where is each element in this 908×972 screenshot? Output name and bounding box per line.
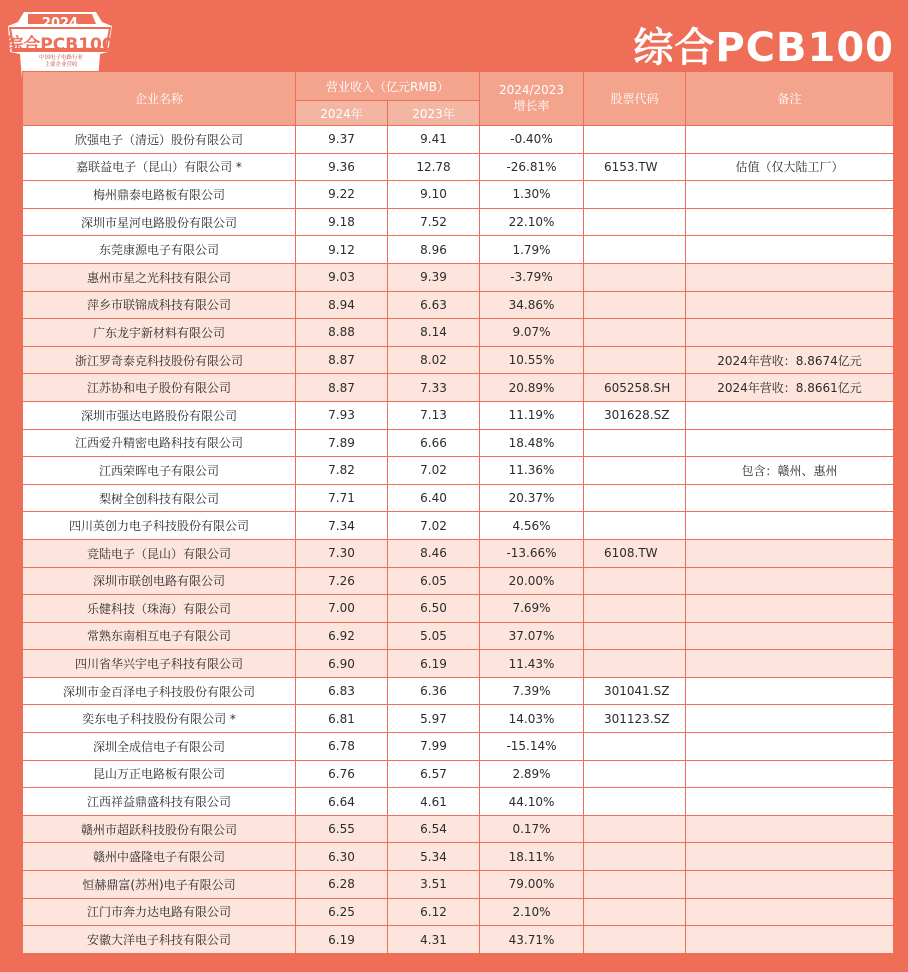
company-cell: 安徽大洋电子科技有限公司 [23, 926, 296, 954]
table-row [23, 650, 894, 678]
note-cell [686, 733, 894, 761]
revenue-2024-cell: 9.36 [296, 153, 388, 181]
table-row [23, 760, 894, 788]
company-cell: 江西荣晖电子有限公司 [23, 457, 296, 485]
company-cell: 赣州市超跃科技股份有限公司 [23, 815, 296, 843]
revenue-2023-cell: 6.12 [388, 898, 480, 926]
table-row [23, 567, 894, 595]
table-row [23, 843, 894, 871]
revenue-2023-cell: 8.14 [388, 319, 480, 347]
growth-cell: 10.55% [480, 346, 584, 374]
table-row [23, 733, 894, 761]
revenue-2024-cell: 7.26 [296, 567, 388, 595]
growth-cell: 44.10% [480, 788, 584, 816]
table-row [23, 346, 894, 374]
revenue-2023-cell: 5.05 [388, 622, 480, 650]
revenue-2024-cell: 9.18 [296, 208, 388, 236]
growth-cell: 2.10% [480, 898, 584, 926]
table-row [23, 208, 894, 236]
table-row [23, 153, 894, 181]
stock-code-cell: 6153.TW [584, 153, 686, 181]
stock-code-cell [584, 760, 686, 788]
badge-subtitle [26, 55, 96, 69]
growth-cell: 14.03% [480, 705, 584, 733]
stock-code-cell [584, 484, 686, 512]
revenue-2024-cell: 9.03 [296, 263, 388, 291]
stock-code-cell [584, 236, 686, 264]
growth-cell: 37.07% [480, 622, 584, 650]
stock-code-cell: 301123.SZ [584, 705, 686, 733]
stock-code-cell: 301041.SZ [584, 677, 686, 705]
stock-code-cell [584, 843, 686, 871]
table-row [23, 181, 894, 209]
growth-cell: 20.37% [480, 484, 584, 512]
badge-subtitle-line1: 中国电子电路行业 [38, 55, 83, 61]
growth-cell: 2.89% [480, 760, 584, 788]
revenue-2023-cell: 8.96 [388, 236, 480, 264]
revenue-2024-cell: 9.37 [296, 126, 388, 154]
stock-code-cell [584, 346, 686, 374]
stock-code-cell [584, 650, 686, 678]
stock-code-cell: 6108.TW [584, 539, 686, 567]
header-company: 企业名称 [23, 72, 296, 126]
revenue-2023-cell: 7.02 [388, 457, 480, 485]
revenue-2023-cell: 7.02 [388, 512, 480, 540]
note-cell: 2024年营收：8.8674亿元 [686, 346, 894, 374]
stock-code-cell [584, 181, 686, 209]
table-row [23, 539, 894, 567]
note-cell [686, 760, 894, 788]
header-growth-line1: 2024/2023 [498, 83, 565, 97]
company-cell: 深圳全成信电子有限公司 [23, 733, 296, 761]
stock-code-cell [584, 622, 686, 650]
revenue-2023-cell: 6.54 [388, 815, 480, 843]
growth-cell: 7.39% [480, 677, 584, 705]
growth-cell: 18.11% [480, 843, 584, 871]
table-row [23, 512, 894, 540]
revenue-2023-cell: 4.61 [388, 788, 480, 816]
revenue-2024-cell: 6.81 [296, 705, 388, 733]
stock-code-cell: 605258.SH [584, 374, 686, 402]
table-row [23, 429, 894, 457]
company-cell: 江西爱升精密电路科技有限公司 [23, 429, 296, 457]
company-cell: 嘉联益电子（昆山）有限公司 * [23, 153, 296, 181]
revenue-2024-cell: 7.30 [296, 539, 388, 567]
stock-code-cell: 301628.SZ [584, 401, 686, 429]
growth-cell: 34.86% [480, 291, 584, 319]
growth-cell: 11.43% [480, 650, 584, 678]
stock-code-cell [584, 319, 686, 347]
revenue-2024-cell: 8.87 [296, 346, 388, 374]
revenue-2023-cell: 4.31 [388, 926, 480, 954]
revenue-2024-cell: 7.82 [296, 457, 388, 485]
revenue-2024-cell: 6.92 [296, 622, 388, 650]
note-cell [686, 126, 894, 154]
header-row [23, 72, 894, 101]
note-cell [686, 622, 894, 650]
revenue-2024-cell: 6.76 [296, 760, 388, 788]
revenue-2023-cell: 6.63 [388, 291, 480, 319]
growth-cell: -13.66% [480, 539, 584, 567]
company-cell: 奕东电子科技股份有限公司 * [23, 705, 296, 733]
revenue-2023-cell: 12.78 [388, 153, 480, 181]
table-row [23, 374, 894, 402]
company-cell: 赣州中盛隆电子有限公司 [23, 843, 296, 871]
note-cell [686, 788, 894, 816]
growth-cell: 0.17% [480, 815, 584, 843]
revenue-2024-cell: 6.19 [296, 926, 388, 954]
revenue-2023-cell: 8.46 [388, 539, 480, 567]
growth-cell: -26.81% [480, 153, 584, 181]
company-cell: 乐健科技（珠海）有限公司 [23, 595, 296, 623]
revenue-2024-cell: 9.22 [296, 181, 388, 209]
stock-code-cell [584, 926, 686, 954]
table-row [23, 595, 894, 623]
growth-cell: 22.10% [480, 208, 584, 236]
company-cell: 欣强电子（清远）股份有限公司 [23, 126, 296, 154]
table-row [23, 622, 894, 650]
revenue-2024-cell: 8.88 [296, 319, 388, 347]
growth-cell: 1.79% [480, 236, 584, 264]
table-row [23, 788, 894, 816]
growth-cell: 9.07% [480, 319, 584, 347]
page-title: 综合PCB100 [633, 25, 894, 71]
revenue-2024-cell: 7.93 [296, 401, 388, 429]
company-cell: 昆山万正电路板有限公司 [23, 760, 296, 788]
company-cell: 四川英创力电子科技股份有限公司 [23, 512, 296, 540]
header-stock-code: 股票代码 [584, 72, 686, 126]
note-cell [686, 567, 894, 595]
revenue-2024-cell: 7.89 [296, 429, 388, 457]
company-cell: 深圳市强达电路股份有限公司 [23, 401, 296, 429]
company-cell: 江苏协和电子股份有限公司 [23, 374, 296, 402]
note-cell [686, 181, 894, 209]
growth-cell: 1.30% [480, 181, 584, 209]
revenue-2024-cell: 9.12 [296, 236, 388, 264]
table-row [23, 677, 894, 705]
company-cell: 广东龙宇新材料有限公司 [23, 319, 296, 347]
revenue-2024-cell: 7.34 [296, 512, 388, 540]
note-cell [686, 926, 894, 954]
revenue-2023-cell: 9.41 [388, 126, 480, 154]
badge-year: 2024 [41, 16, 79, 31]
table-row [23, 263, 894, 291]
stock-code-cell [584, 457, 686, 485]
header-revenue: 营业收入（亿元RMB） [296, 72, 480, 101]
note-cell: 2024年营收：8.8661亿元 [686, 374, 894, 402]
note-cell [686, 815, 894, 843]
revenue-2023-cell: 6.05 [388, 567, 480, 595]
company-cell: 梅州鼎泰电路板有限公司 [23, 181, 296, 209]
revenue-2024-cell: 6.55 [296, 815, 388, 843]
table-row [23, 457, 894, 485]
stock-code-cell [584, 871, 686, 899]
note-cell [686, 705, 894, 733]
revenue-2024-cell: 6.78 [296, 733, 388, 761]
revenue-2023-cell: 5.34 [388, 843, 480, 871]
revenue-2023-cell: 8.02 [388, 346, 480, 374]
revenue-2024-cell: 8.87 [296, 374, 388, 402]
stock-code-cell [584, 263, 686, 291]
table-row [23, 871, 894, 899]
table-body [23, 126, 894, 954]
note-cell [686, 291, 894, 319]
table-row [23, 484, 894, 512]
note-cell [686, 539, 894, 567]
growth-cell: 43.71% [480, 926, 584, 954]
header-2023: 2023年 [388, 101, 480, 126]
header-growth [480, 72, 584, 126]
company-cell: 浙江罗奇泰克科技股份有限公司 [23, 346, 296, 374]
table-row [23, 401, 894, 429]
company-cell: 江门市奔力达电路有限公司 [23, 898, 296, 926]
growth-cell: 20.89% [480, 374, 584, 402]
note-cell [686, 429, 894, 457]
note-cell [686, 898, 894, 926]
stock-code-cell [584, 815, 686, 843]
table-row [23, 815, 894, 843]
company-cell: 东莞康源电子有限公司 [23, 236, 296, 264]
note-cell: 包含：赣州、惠州 [686, 457, 894, 485]
note-cell [686, 650, 894, 678]
growth-cell: 18.48% [480, 429, 584, 457]
stock-code-cell [584, 512, 686, 540]
badge-subtitle-line2: 主要企业营收 [44, 62, 78, 68]
table-row [23, 926, 894, 954]
growth-cell: -0.40% [480, 126, 584, 154]
revenue-2024-cell: 6.30 [296, 843, 388, 871]
note-cell [686, 871, 894, 899]
table-row [23, 291, 894, 319]
header-growth-line2: 增长率 [513, 99, 550, 113]
note-cell [686, 843, 894, 871]
stock-code-cell [584, 126, 686, 154]
table-row [23, 898, 894, 926]
company-cell: 江西祥益鼎盛科技有限公司 [23, 788, 296, 816]
note-cell [686, 263, 894, 291]
revenue-2024-cell: 6.90 [296, 650, 388, 678]
stock-code-cell [584, 291, 686, 319]
note-cell [686, 677, 894, 705]
stock-code-cell [584, 567, 686, 595]
revenue-2023-cell: 5.97 [388, 705, 480, 733]
badge-name: 综合PCB100 [6, 35, 114, 55]
growth-cell: 11.36% [480, 457, 584, 485]
growth-cell: 11.19% [480, 401, 584, 429]
company-cell: 梨树全创科技有限公司 [23, 484, 296, 512]
revenue-2024-cell: 7.71 [296, 484, 388, 512]
company-cell: 深圳市星河电路股份有限公司 [23, 208, 296, 236]
ranking-table [22, 71, 894, 954]
revenue-2023-cell: 6.50 [388, 595, 480, 623]
revenue-2024-cell: 6.64 [296, 788, 388, 816]
stock-code-cell [584, 788, 686, 816]
revenue-2024-cell: 6.83 [296, 677, 388, 705]
note-cell [686, 484, 894, 512]
stock-code-cell [584, 429, 686, 457]
table-row [23, 236, 894, 264]
stock-code-cell [584, 208, 686, 236]
company-cell: 萍乡市联锦成科技有限公司 [23, 291, 296, 319]
header-2024: 2024年 [296, 101, 388, 126]
header-note: 备注 [686, 72, 894, 126]
note-cell [686, 236, 894, 264]
stock-code-cell [584, 733, 686, 761]
revenue-2024-cell: 6.28 [296, 871, 388, 899]
note-cell [686, 512, 894, 540]
table-row [23, 126, 894, 154]
company-cell: 惠州市星之光科技有限公司 [23, 263, 296, 291]
note-cell: 估值（仅大陆工厂） [686, 153, 894, 181]
note-cell [686, 401, 894, 429]
revenue-2023-cell: 6.19 [388, 650, 480, 678]
table-row [23, 705, 894, 733]
company-cell: 深圳市联创电路有限公司 [23, 567, 296, 595]
growth-cell: 7.69% [480, 595, 584, 623]
revenue-2023-cell: 7.99 [388, 733, 480, 761]
revenue-2024-cell: 8.94 [296, 291, 388, 319]
revenue-2023-cell: 6.66 [388, 429, 480, 457]
stock-code-cell [584, 595, 686, 623]
revenue-2023-cell: 9.39 [388, 263, 480, 291]
revenue-2023-cell: 6.36 [388, 677, 480, 705]
company-cell: 深圳市金百泽电子科技股份有限公司 [23, 677, 296, 705]
company-cell: 恒赫鼎富(苏州)电子有限公司 [23, 871, 296, 899]
revenue-2023-cell: 7.33 [388, 374, 480, 402]
growth-cell: 20.00% [480, 567, 584, 595]
company-cell: 竞陆电子（昆山）有限公司 [23, 539, 296, 567]
note-cell [686, 319, 894, 347]
revenue-2023-cell: 3.51 [388, 871, 480, 899]
growth-cell: 79.00% [480, 871, 584, 899]
revenue-2023-cell: 7.13 [388, 401, 480, 429]
revenue-2023-cell: 6.57 [388, 760, 480, 788]
stock-code-cell [584, 898, 686, 926]
growth-cell: 4.56% [480, 512, 584, 540]
table-row [23, 319, 894, 347]
revenue-2023-cell: 7.52 [388, 208, 480, 236]
company-cell: 常熟东南相互电子有限公司 [23, 622, 296, 650]
note-cell [686, 208, 894, 236]
growth-cell: -15.14% [480, 733, 584, 761]
revenue-2024-cell: 7.00 [296, 595, 388, 623]
growth-cell: -3.79% [480, 263, 584, 291]
revenue-2023-cell: 6.40 [388, 484, 480, 512]
company-cell: 四川省华兴宇电子科技有限公司 [23, 650, 296, 678]
note-cell [686, 595, 894, 623]
revenue-2023-cell: 9.10 [388, 181, 480, 209]
revenue-2024-cell: 6.25 [296, 898, 388, 926]
